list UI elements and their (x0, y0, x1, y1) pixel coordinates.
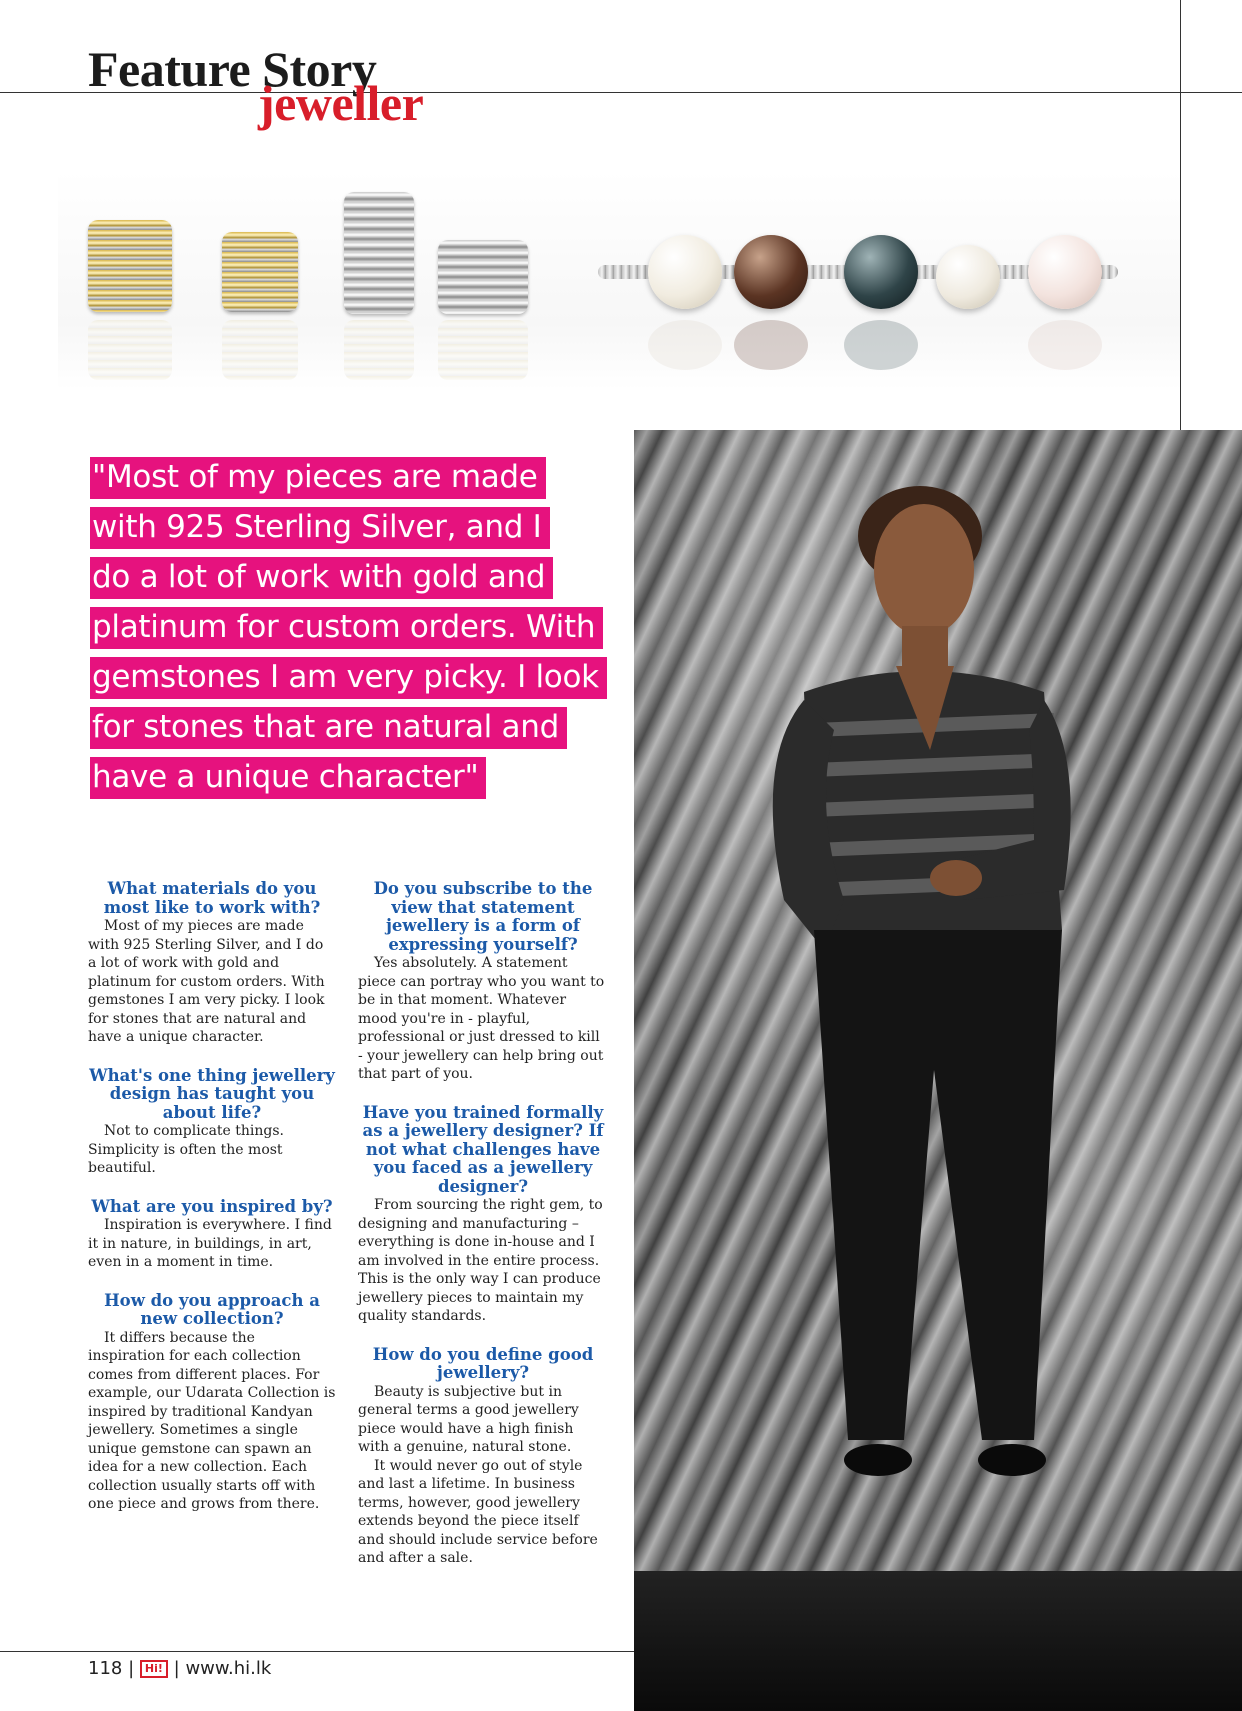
footer-rule (0, 1651, 634, 1652)
interview-question: How do you approach a new collection? (104, 1290, 320, 1328)
interview-question: What are you inspired by? (91, 1196, 333, 1216)
interview-question: Do you subscribe to the view that statement jewellery is a form of expressing yourself? (373, 879, 593, 954)
white-pearl (936, 245, 1000, 309)
interview-answer: Yes absolutely. A statement piece can portray who you want to be in that moment. Whatever mood you're in - playful, professional or just dressed to kill - your jewellery can help bring out that part of you. (358, 955, 605, 1082)
pearl-reflection (648, 320, 722, 370)
pearl-reflection (1028, 320, 1102, 370)
ring-reflection (222, 320, 298, 380)
article-column-1 (88, 880, 336, 1534)
ring-reflection (88, 320, 172, 380)
black-pearl (844, 235, 918, 309)
page-footer (88, 1658, 271, 1679)
gold-coil-ring (88, 220, 172, 312)
pull-quote (90, 452, 630, 802)
interview-answer: From sourcing the right gem, to designing and manufacturing – everything is done in-house and I am involved in the entire process. This is the only way I can produce jewellery pieces to maintain my quality standards. (358, 1197, 603, 1324)
interview-question: What materials do you most like to work with? (103, 879, 321, 917)
footer-separator: | (128, 1658, 135, 1679)
pink-pearl (1028, 235, 1102, 309)
silver-coil-ring (344, 192, 414, 314)
pull-quote-line: have a unique character" (90, 757, 486, 799)
jewellery-banner-image (58, 170, 1180, 390)
white-pearl (648, 235, 722, 309)
interview-answer: Beauty is subjective but in general terms a good jewellery piece would have a high finish with a genuine, natural stone. (358, 1383, 579, 1455)
designer-portrait-photo (634, 430, 1242, 1711)
interview-answer: It would never go out of style and last a lifetime. In business terms, however, good jewellery extends beyond the piece itself and should include service before and after a sale. (358, 1457, 598, 1566)
interview-question: Have you trained formally as a jewellery designer? If not what challenges have you faced as a jewellery designer? (362, 1102, 604, 1196)
ring-reflection (344, 320, 414, 380)
magazine-logo: Hi! (140, 1660, 168, 1678)
interview-question: What's one thing jewellery design has taught you about life? (89, 1065, 335, 1122)
page-number: 118 (88, 1658, 123, 1679)
pull-quote-line: for stones that are natural and (90, 707, 567, 749)
pull-quote-line: gemstones I am very picky. I look (90, 657, 607, 699)
ring-reflection (438, 320, 528, 380)
pull-quote-line: platinum for custom orders. With (90, 607, 603, 649)
gold-coil-ring (222, 232, 298, 312)
section-subtitle: jeweller (258, 75, 424, 131)
interview-question: How do you define good jewellery? (372, 1344, 594, 1382)
right-margin-rule (1180, 0, 1181, 430)
pull-quote-line: "Most of my pieces are made (90, 457, 546, 499)
pull-quote-line: with 925 Sterling Silver, and I (90, 507, 550, 549)
website-url[interactable]: www.hi.lk (185, 1658, 272, 1679)
silver-coil-ring (438, 240, 528, 314)
person-figure (634, 430, 1242, 1711)
section-title: Feature Story (88, 41, 377, 97)
pull-quote-line: do a lot of work with gold and (90, 557, 553, 599)
pearl-reflection (844, 320, 918, 370)
interview-answer: Not to complicate things. Simplicity is often the most beautiful. (88, 1123, 285, 1176)
interview-answer: It differs because the inspiration for each collection comes from different places. For example, our Udarata Collection is inspired by traditional Kandyan jewellery. Sometimes a single unique gemstone can spawn an idea for a new collection. Each collection usually starts off with one piece and grows from there. (88, 1329, 336, 1512)
interview-answer: Inspiration is everywhere. I find it in nature, in buildings, in art, even in a moment in time. (88, 1217, 332, 1270)
footer-separator: | (173, 1658, 180, 1679)
brown-pearl (734, 235, 808, 309)
interview-answer: Most of my pieces are made with 925 Sterling Silver, and I do a lot of work with gold and platinum for custom orders. With gemstones I am very picky. I look for stones that are natural and have a unique character. (88, 918, 325, 1045)
pearl-reflection (734, 320, 808, 370)
article-column-2 (358, 880, 608, 1588)
